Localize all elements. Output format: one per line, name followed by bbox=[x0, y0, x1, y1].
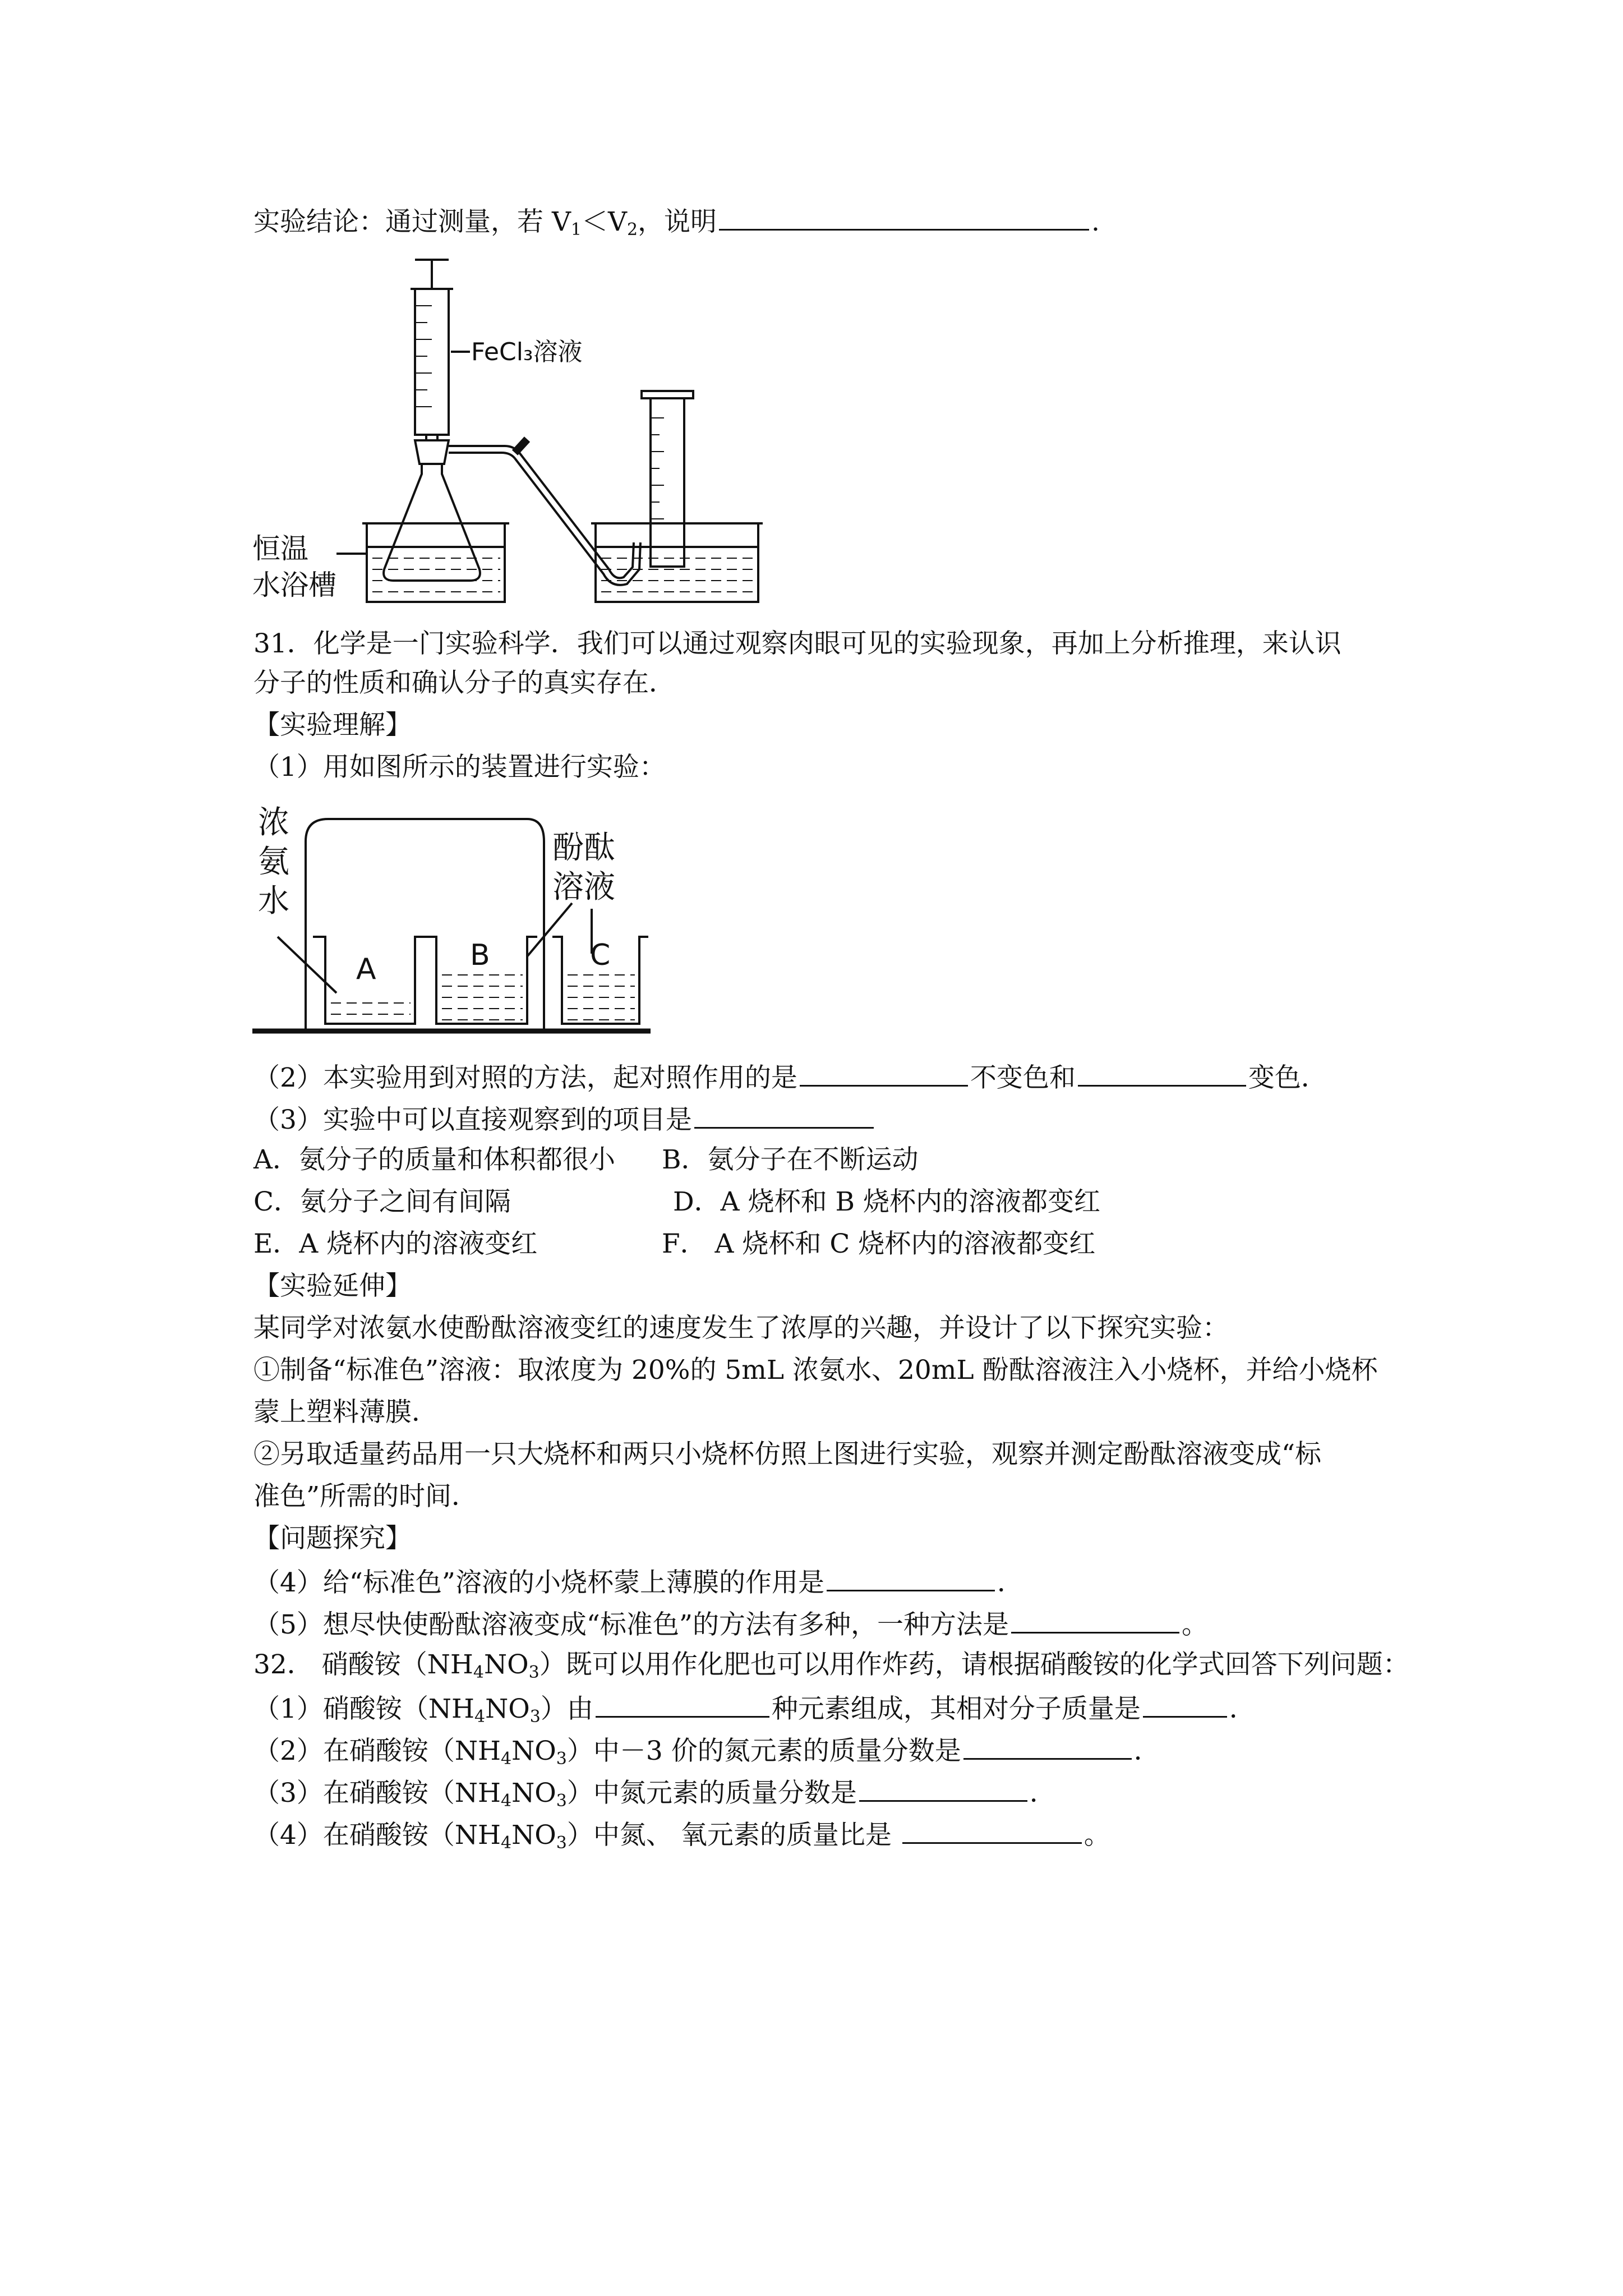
conclusion-line: 实验结论：通过测量，若 $V_1<V_2$，说明 . bbox=[253, 203, 1100, 247]
option-b: B．氨分子在不断运动 bbox=[662, 1144, 919, 1175]
right-bath-water bbox=[601, 558, 754, 592]
q31-item5: （5）想尽快使酚酞溶液变成“标准色”的方法有多种，一种方法是 。 bbox=[253, 1606, 1208, 1642]
ammonia-label-3: 水 bbox=[258, 883, 289, 919]
q31-item1: （1）用如图所示的装置进行实验： bbox=[253, 752, 666, 783]
extension-step2-line2: 准色”所需的时间． bbox=[253, 1481, 478, 1512]
option-c: C．氨分子之间有间隔 bbox=[253, 1186, 511, 1217]
q31-item3: （3）实验中可以直接观察到的项目是 bbox=[253, 1101, 876, 1137]
syringe-barrel bbox=[415, 289, 449, 435]
figure-gas-apparatus bbox=[247, 255, 785, 609]
beaker-a-label: A bbox=[356, 953, 376, 986]
phenol-label-2: 溶液 bbox=[552, 869, 615, 905]
extension-step2-line1: ②另取适量药品用一只大烧杯和两只小烧杯仿照上图进行实验，观察并测定酚酞溶液变成“标 bbox=[253, 1439, 1322, 1470]
section-heading-understanding: 【实验理解】 bbox=[253, 710, 412, 740]
answer-blank[interactable] bbox=[1078, 1059, 1246, 1087]
q31-stem-line2: 分子的性质和确认分子的真实存在． bbox=[253, 668, 675, 698]
bath-label-1: 恒温 bbox=[252, 532, 308, 565]
ammonia-label-1: 浓 bbox=[258, 804, 289, 841]
right-water-bath bbox=[596, 523, 758, 602]
option-e: E．A 烧杯内的溶液变红 bbox=[253, 1228, 538, 1259]
measuring-cylinder bbox=[651, 398, 684, 567]
q31-item4: （4）给“标准色”溶液的小烧杯蒙上薄膜的作用是 ． bbox=[253, 1564, 1023, 1600]
ammonia-label-2: 氨 bbox=[258, 844, 289, 880]
answer-blank[interactable] bbox=[719, 203, 1089, 231]
bath-label-2: 水浴槽 bbox=[252, 569, 336, 601]
option-a: A．氨分子的质量和体积都很小 bbox=[253, 1144, 615, 1175]
answer-blank[interactable] bbox=[963, 1732, 1132, 1760]
q32-item3: （3）在硝酸铵$(NH_4NO_3)$中氮元素的质量分数是 ． bbox=[253, 1774, 1056, 1818]
beaker-b-label: B bbox=[470, 938, 490, 972]
figure-ammonia-diffusion bbox=[247, 797, 673, 1046]
answer-blank[interactable] bbox=[827, 1564, 995, 1591]
q32-stem: 32． 硝酸铵$(NH_4NO_3)$既可以用作化肥也可以用作炸药，请根据硝酸铵的化学式回答下列问题： bbox=[253, 1649, 1409, 1682]
answer-blank[interactable] bbox=[902, 1816, 1082, 1844]
section-heading-extension: 【实验延伸】 bbox=[253, 1271, 412, 1301]
q32-item1: （1）硝酸铵$(NH_4NO_3)$由 种元素组成，其相对分子质量是 ． bbox=[253, 1690, 1256, 1734]
extension-step1-line1: ①制备“标准色”溶液：取浓度为 20%的 5mL 浓氨水、20mL 酚酞溶液注入小烧杯，并给小烧杯 bbox=[253, 1355, 1378, 1386]
syringe-graduations bbox=[415, 306, 432, 407]
option-f: F． A 烧杯和 C 烧杯内的溶液都变红 bbox=[662, 1228, 1096, 1259]
beaker-c-label: C bbox=[590, 938, 611, 972]
q31-stem-line1: 31．化学是一门实验科学．我们可以通过观察肉眼可见的实验现象，再加上分析推理，来认识 bbox=[253, 628, 1341, 659]
q31-item2: （2）本实验用到对照的方法，起对照作用的是 不变色和 变色． bbox=[253, 1059, 1327, 1095]
answer-blank[interactable] bbox=[694, 1101, 874, 1129]
q32-item2: （2）在硝酸铵$(NH_4NO_3)$中－3 价的氮元素的质量分数是 ． bbox=[253, 1732, 1160, 1776]
q32-item4: （4）在硝酸铵$(NH_4NO_3)$中氮、 氧元素的质量比是 。 bbox=[253, 1816, 1110, 1860]
answer-blank[interactable] bbox=[596, 1690, 769, 1718]
flask-stopper bbox=[415, 440, 449, 464]
answer-blank[interactable] bbox=[800, 1059, 968, 1087]
section-heading-problem: 【问题探究】 bbox=[253, 1523, 412, 1554]
answer-blank[interactable] bbox=[1143, 1690, 1227, 1718]
phenol-label-1: 酚酞 bbox=[552, 830, 615, 866]
extension-step1-line2: 蒙上塑料薄膜． bbox=[253, 1397, 438, 1428]
cylinder-graduations bbox=[651, 418, 664, 519]
answer-blank[interactable] bbox=[1011, 1606, 1179, 1634]
syringe-label: FeCl₃溶液 bbox=[471, 338, 583, 366]
extension-intro: 某同学对浓氨水使酚酞溶液变红的速度发生了浓厚的兴趣，并设计了以下探究实验： bbox=[253, 1313, 1229, 1343]
option-d: D．A 烧杯和 B 烧杯内的溶液都变红 bbox=[673, 1186, 1100, 1217]
left-bath-water bbox=[372, 558, 500, 592]
answer-blank[interactable] bbox=[859, 1774, 1027, 1802]
